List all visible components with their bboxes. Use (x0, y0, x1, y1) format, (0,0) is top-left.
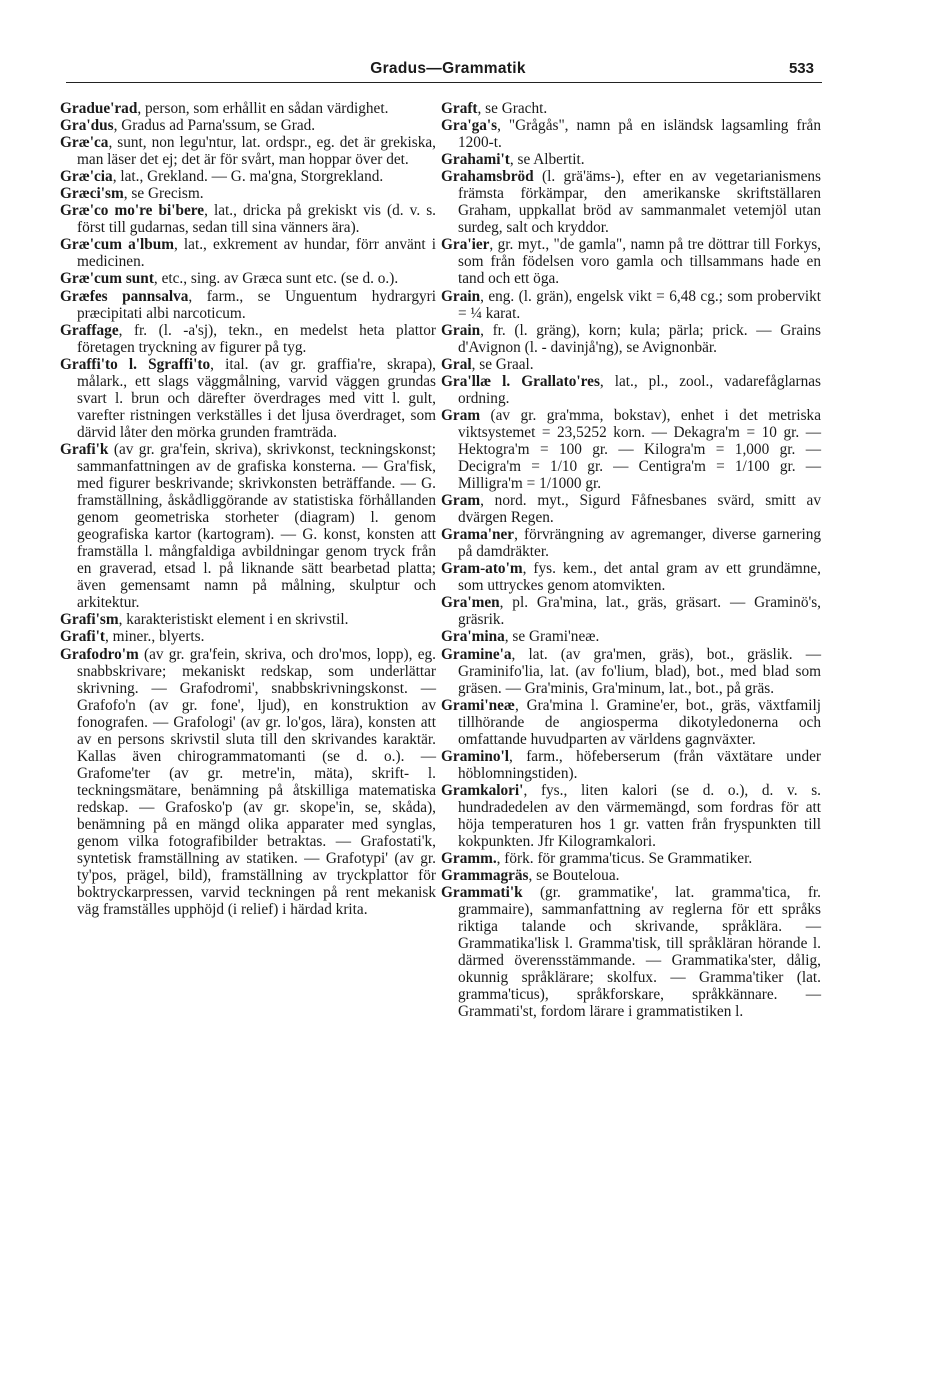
entry-headword: Gram (441, 406, 491, 424)
entry-headword: Gra'ga's (441, 117, 498, 135)
entry-headword: Gra'dus (60, 117, 114, 135)
dictionary-entry: Gramkalori', fys., liten kalori (se d. o.), d. v. s. hundradedelen av den värmemängd, som fordras för att höja temperaturen hos 1 gr. vatten från fryspunkten till kokpunkten. Jfr Kilogramkalori. (441, 781, 821, 851)
dictionary-entry: Grama'ner, förvrängning av agremanger, diverse garnering på damdräkter. (441, 526, 821, 561)
entry-headword: Gramino'l (441, 747, 509, 765)
entry-headword: Græ'co mo're bi'bere (60, 202, 205, 220)
dictionary-entry: Graft, se Gracht. (441, 100, 548, 117)
dictionary-entry: Grammati'k (gr. grammatike', lat. gramma'tica, fr. grammaire), sammanfattning av reglerna för ett språks riktiga talande och skrivande, språklära. — Grammatika'lisk l. Gramma'tisk, till språkläran hörande l. därmed överensstämmande. — Grammatika'ster, dålig, okunnig språklärare; skolfux. — Gramma'tiker (lat. gramma'ticus), språkforskare, språkkännare. — Grammati'st, fordom lärare i grammatistiken l. (441, 884, 821, 1021)
page-number: 533 (788, 60, 814, 77)
entry-headword: Græ'ca (60, 134, 109, 152)
dictionary-entry: Grafi't, miner., blyerts. (60, 628, 205, 646)
dictionary-entry: Græci'sm, se Grecism. (60, 185, 204, 203)
entry-headword: Græ'cum sunt (60, 270, 154, 288)
entry-headword: Graft (441, 100, 478, 117)
entry-headword: Gra'men (441, 594, 500, 612)
entry-headword: Grahami't (441, 151, 510, 169)
entry-headword: Graffi'to l. Sgraffi'to (60, 355, 211, 373)
entry-headword: Grain (441, 321, 481, 339)
entry-headword: Gramm. (441, 850, 497, 868)
entry-headword: Grafodro'm (60, 645, 144, 663)
dictionary-entry: Grain, eng. (l. grän), engelsk vikt = 6,48 cg.; som probervikt = ¼ karat. (441, 287, 821, 322)
dictionary-entry: Gra'ga's, "Grågås", namn på en isländsk lagsamling från 1200-t. (441, 117, 821, 152)
entry-headword: Græ'cia (60, 168, 113, 186)
entry-headword: Gra'ier (441, 236, 490, 254)
entry-headword: Grammati'k (441, 884, 540, 902)
entry-headword: Gramkalori' (441, 781, 524, 799)
entry-headword: Grama'ner (441, 526, 515, 544)
dictionary-entry: Gra'mina, se Grami'neæ. (441, 628, 600, 646)
entry-headword: Gra'mina (441, 628, 505, 646)
dictionary-entry: Gra'dus, Gradus ad Parna'ssum, se Grad. (60, 117, 316, 135)
entry-headword: Gradue'rad (60, 100, 138, 117)
entry-headword: Gra'llæ l. Grallato'res (441, 372, 600, 390)
dictionary-entry: Gramm., förk. för gramma'ticus. Se Grammatiker. (441, 850, 753, 868)
dictionary-entry: Graffage, fr. (l. -a'sj), tekn., en medelst heta plattor företagen tryckning av figurer på tyg. (60, 321, 436, 356)
entry-headword: Grammagräs (441, 867, 529, 885)
entry-headword: Gral (441, 355, 472, 373)
dictionary-entry: Graffi'to l. Sgraffi'to, ital. (av gr. graffia're, skrapa), målark., ett slags väggmålning, varvid väggen grundas svart l. brun och därefter överdrages med vitt l. gult, varefter ristningen verkställes i det ljusa överdraget, som därvid låter den mörka grunden framträda. (60, 355, 436, 441)
entry-headword: Gramine'a (441, 645, 512, 663)
dictionary-entry: Grami'neæ, Gra'mina l. Gramine'er, bot., gräs, växtfamilj tillhörande de angiosperma dikotyledonerna och omfattande huvudparten av världens gagnväxter. (441, 696, 821, 748)
dictionary-entry: Grammagräs, se Bouteloua. (441, 867, 620, 885)
dictionary-entry: Grafi'k (av gr. gra'fein, skriva), skrivkonst, teckningskonst; sammanfattningen av de grafiska konsterna. — Gra'fisk, med figurer beskrivande; skrivkonsten beträffande. — G. framställning, åskådliggörande av statistiska förhållanden genom geometriska storheter (diagram) l. genom geografiska kartor (kartogram). — G. konst, konsten att framställa l. mångfaldiga avbildningar genom tryck från en graverad, etsad l. på liknande sätt bearbetad platta; även gemensamt namn på målning, skulptur och arkitektur. (60, 440, 436, 612)
dictionary-entry: Gram, nord. myt., Sigurd Fåfnesbanes svärd, smitt av dvärgen Regen. (441, 492, 821, 527)
running-head: Gradus—Grammatik (370, 60, 526, 77)
dictionary-entry: Grafi'sm, karakteristiskt element i en skrivstil. (60, 611, 349, 629)
entry-headword: Grami'neæ (441, 696, 515, 714)
dictionary-entry: Grahamsbröd (l. grä'äms-), efter en av vegetarianismens främsta förkämpar, den amerikanske skriftställaren Graham, uppkallat bröd av sammanmalet vetemjöl utan surdeg, salt och kryddor. (441, 168, 822, 237)
entry-headword: Gram (441, 492, 481, 510)
dictionary-entry: Græ'co mo're bi'bere, lat., dricka på grekiskt vis (d. v. s. först till gudarnas, sedan till sina vänners ära). (60, 202, 436, 237)
header-rule (66, 82, 822, 83)
dictionary-entry: Gra'men, pl. Gra'mina, lat., gräs, gräsart. — Graminö's, gräsrik. (441, 594, 821, 629)
dictionary-entry: Gramine'a, lat. (av gra'men, gräs), bot., gräslik. — Graminifo'lia, lat. (av fo'lium, blad), bot., med blad som gräsen. — Gra'minis, Gra'minum, lat., bot., på gräs. (441, 645, 821, 697)
dictionary-entry: Grain, fr. (l. gräng), korn; kula; pärla; prick. — Grains d'Avignon (l. - davinjå'ng), se Avignonbär. (441, 321, 821, 356)
dictionary-entry: Gral, se Graal. (441, 355, 534, 373)
entry-headword: Græfes pannsalva (60, 287, 189, 305)
right-column (441, 100, 821, 1021)
entry-headword: Grafi't (60, 628, 106, 646)
entry-headword: Grafi'k (60, 440, 114, 458)
dictionary-entry: Græ'cum sunt, etc., sing. av Græca sunt etc. (se d. o.). (60, 270, 399, 288)
dictionary-entry: Græ'cum a'lbum, lat., exkrement av hundar, förr använt i medicinen. (60, 236, 436, 271)
dictionary-entry: Gra'llæ l. Grallato'res, lat., pl., zool., vadarefåglarnas ordning. (441, 372, 821, 407)
dictionary-entry: Grahami't, se Albertit. (441, 151, 585, 169)
dictionary-entry: Gramino'l, farm., höfeberserum (från växtätare under höblomningstiden). (441, 747, 821, 782)
dictionary-entry: Gra'ier, gr. myt., "de gamla", namn på tre döttrar till Forkys, som från födelsen voro gamla och tillsammans hade en tand och ett öga. (441, 236, 821, 288)
entry-headword: Grahamsbröd (441, 168, 543, 186)
entry-headword: Graffage (60, 321, 119, 339)
dictionary-entry: Græfes pannsalva, farm., se Unguentum hydrargyri præcipitati albi narcoticum. (60, 287, 436, 322)
dictionary-entry: Gram-ato'm, fys. kem., det antal gram av ett grundämne, som uttryckes genom atomvikten. (441, 560, 821, 595)
entry-headword: Græ'cum a'lbum (60, 236, 175, 254)
dictionary-entry: Græ'cia, lat., Grekland. — G. ma'gna, Storgrekland. (60, 168, 384, 186)
dictionary-entry: Græ'ca, sunt, non legu'ntur, lat. ordspr., eg. det är grekiska, man läser det ej; det är för svårt, man hoppar över det. (60, 134, 436, 169)
entry-headword: Grain (441, 287, 481, 305)
left-column (60, 100, 436, 918)
page-header (72, 56, 824, 82)
entry-headword: Græci'sm (60, 185, 124, 203)
dictionary-entry: Grafodro'm (av gr. gra'fein, skriva, och dro'mos, lopp), eg. snabbskrivare; mekaniskt redskap, som underlättar skrivning. — Grafodromi', snabbskrivningskonst. — Grafofo'n (av gr. fone', ljud), en konstruktion av fonografen. — Grafologi' (av gr. lo'gos, lära), konsten att av en persons skrivstil sluta till den skrivandes karaktär. Kallas även chirogrammatomanti (se d. o.). — Grafome'ter (av gr. metre'in, mäta), skrift- l. teckningsmätare, benämning på åtskilliga matematiska redskap. — Grafosko'p (av gr. skope'in, se, skåda), benämning på en mängd olika apparater med synglas, genom vilka fotografibilder betraktas. — Grafostati'k, syntetisk framställning av statiken. — Grafotypi' (av gr. ty'pos, prägel, bild), framställning av tryckplattor för boktryckarpressen, varvid teckningen på rent mekanisk väg framställes upphöjd (i relief) i härdad krita. (60, 645, 436, 919)
entry-headword: Gram-ato'm (441, 560, 523, 578)
entry-headword: Grafi'sm (60, 611, 119, 629)
dictionary-entry: Gradue'rad, person, som erhållit en sådan värdighet. (60, 100, 389, 117)
dictionary-entry: Gram (av gr. gra'mma, bokstav), enhet i det metriska viktsystemet = 23,5252 korn. — Dekagra'm = 10 gr. — Hektogra'm = 100 gr. — Kilogra'm = 1,000 gr. — Decigra'm = 1/10 gr. — Centigra'm = 1/100 gr. — Milligra'm = 1/1000 gr. (441, 406, 821, 493)
